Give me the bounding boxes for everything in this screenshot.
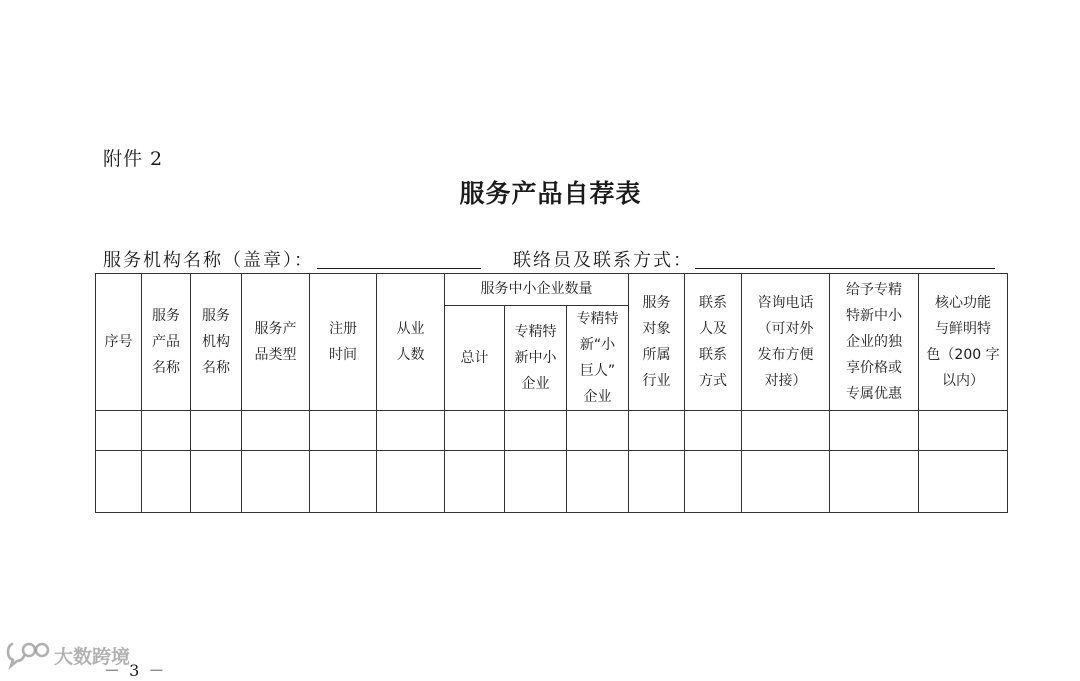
- page-number: － 3 －: [104, 661, 167, 680]
- table-cell[interactable]: [310, 451, 377, 513]
- chat-bubbles-logo-icon: [6, 640, 50, 670]
- table-cell[interactable]: [445, 451, 505, 513]
- recommendation-table: [95, 273, 1008, 513]
- org-name-label: 服务机构名称（盖章）：: [103, 250, 314, 271]
- table-row: [96, 411, 1008, 451]
- table-cell[interactable]: [142, 451, 191, 513]
- header-features: 核心功能 与鲜明特 色（200 字 以内）: [919, 274, 1008, 411]
- header-sme-group: 服务中小企业数量: [445, 274, 629, 306]
- attachment-label: 附件 2: [103, 148, 164, 170]
- header-product-name: 服务 产品 名称: [142, 274, 191, 411]
- table-cell[interactable]: [685, 451, 742, 513]
- org-name-blank[interactable]: [317, 268, 481, 269]
- header-org-name: 服务 机构 名称: [191, 274, 242, 411]
- table-cell[interactable]: [505, 451, 567, 513]
- watermark-text: 大数跨境: [54, 645, 131, 668]
- table-cell[interactable]: [919, 411, 1008, 451]
- header-product-type: 服务产 品类型: [242, 274, 310, 411]
- table-cell[interactable]: [567, 411, 629, 451]
- table-cell[interactable]: [742, 451, 830, 513]
- table-cell[interactable]: [242, 451, 310, 513]
- header-sme-specialized: 专精特 新中小 企业: [505, 306, 567, 411]
- table-cell[interactable]: [310, 411, 377, 451]
- table-cell[interactable]: [685, 411, 742, 451]
- table-cell[interactable]: [742, 411, 830, 451]
- header-sme-total: 总计: [445, 306, 505, 411]
- document-title: 服务产品自荐表: [459, 179, 642, 208]
- table-cell[interactable]: [96, 451, 142, 513]
- liaison-blank[interactable]: [695, 268, 995, 269]
- header-discount: 给予专精 特新中小 企业的独 享价格或 专属优惠: [830, 274, 919, 411]
- table-cell[interactable]: [377, 451, 445, 513]
- table-cell[interactable]: [242, 411, 310, 451]
- table-cell[interactable]: [191, 451, 242, 513]
- header-staff: 从业 人数: [377, 274, 445, 411]
- header-sme-giant: 专精特 新“小 巨人” 企业: [567, 306, 629, 411]
- table-cell[interactable]: [191, 411, 242, 451]
- header-seq: 序号: [96, 274, 142, 411]
- table-cell[interactable]: [830, 411, 919, 451]
- table-cell[interactable]: [142, 411, 191, 451]
- table-row: [96, 451, 1008, 513]
- header-contact: 联系 人及 联系 方式: [685, 274, 742, 411]
- table-cell[interactable]: [96, 411, 142, 451]
- table-cell[interactable]: [377, 411, 445, 451]
- liaison-label: 联络员及联系方式：: [513, 250, 693, 271]
- table-cell[interactable]: [919, 451, 1008, 513]
- table-cell[interactable]: [567, 451, 629, 513]
- table-cell[interactable]: [505, 411, 567, 451]
- table-cell[interactable]: [629, 451, 685, 513]
- table-cell[interactable]: [830, 451, 919, 513]
- header-reg-time: 注册 时间: [310, 274, 377, 411]
- header-industry: 服务 对象 所属 行业: [629, 274, 685, 411]
- table-cell[interactable]: [445, 411, 505, 451]
- table-cell[interactable]: [629, 411, 685, 451]
- header-hotline: 咨询电话 （可对外 发布方便 对接）: [742, 274, 830, 411]
